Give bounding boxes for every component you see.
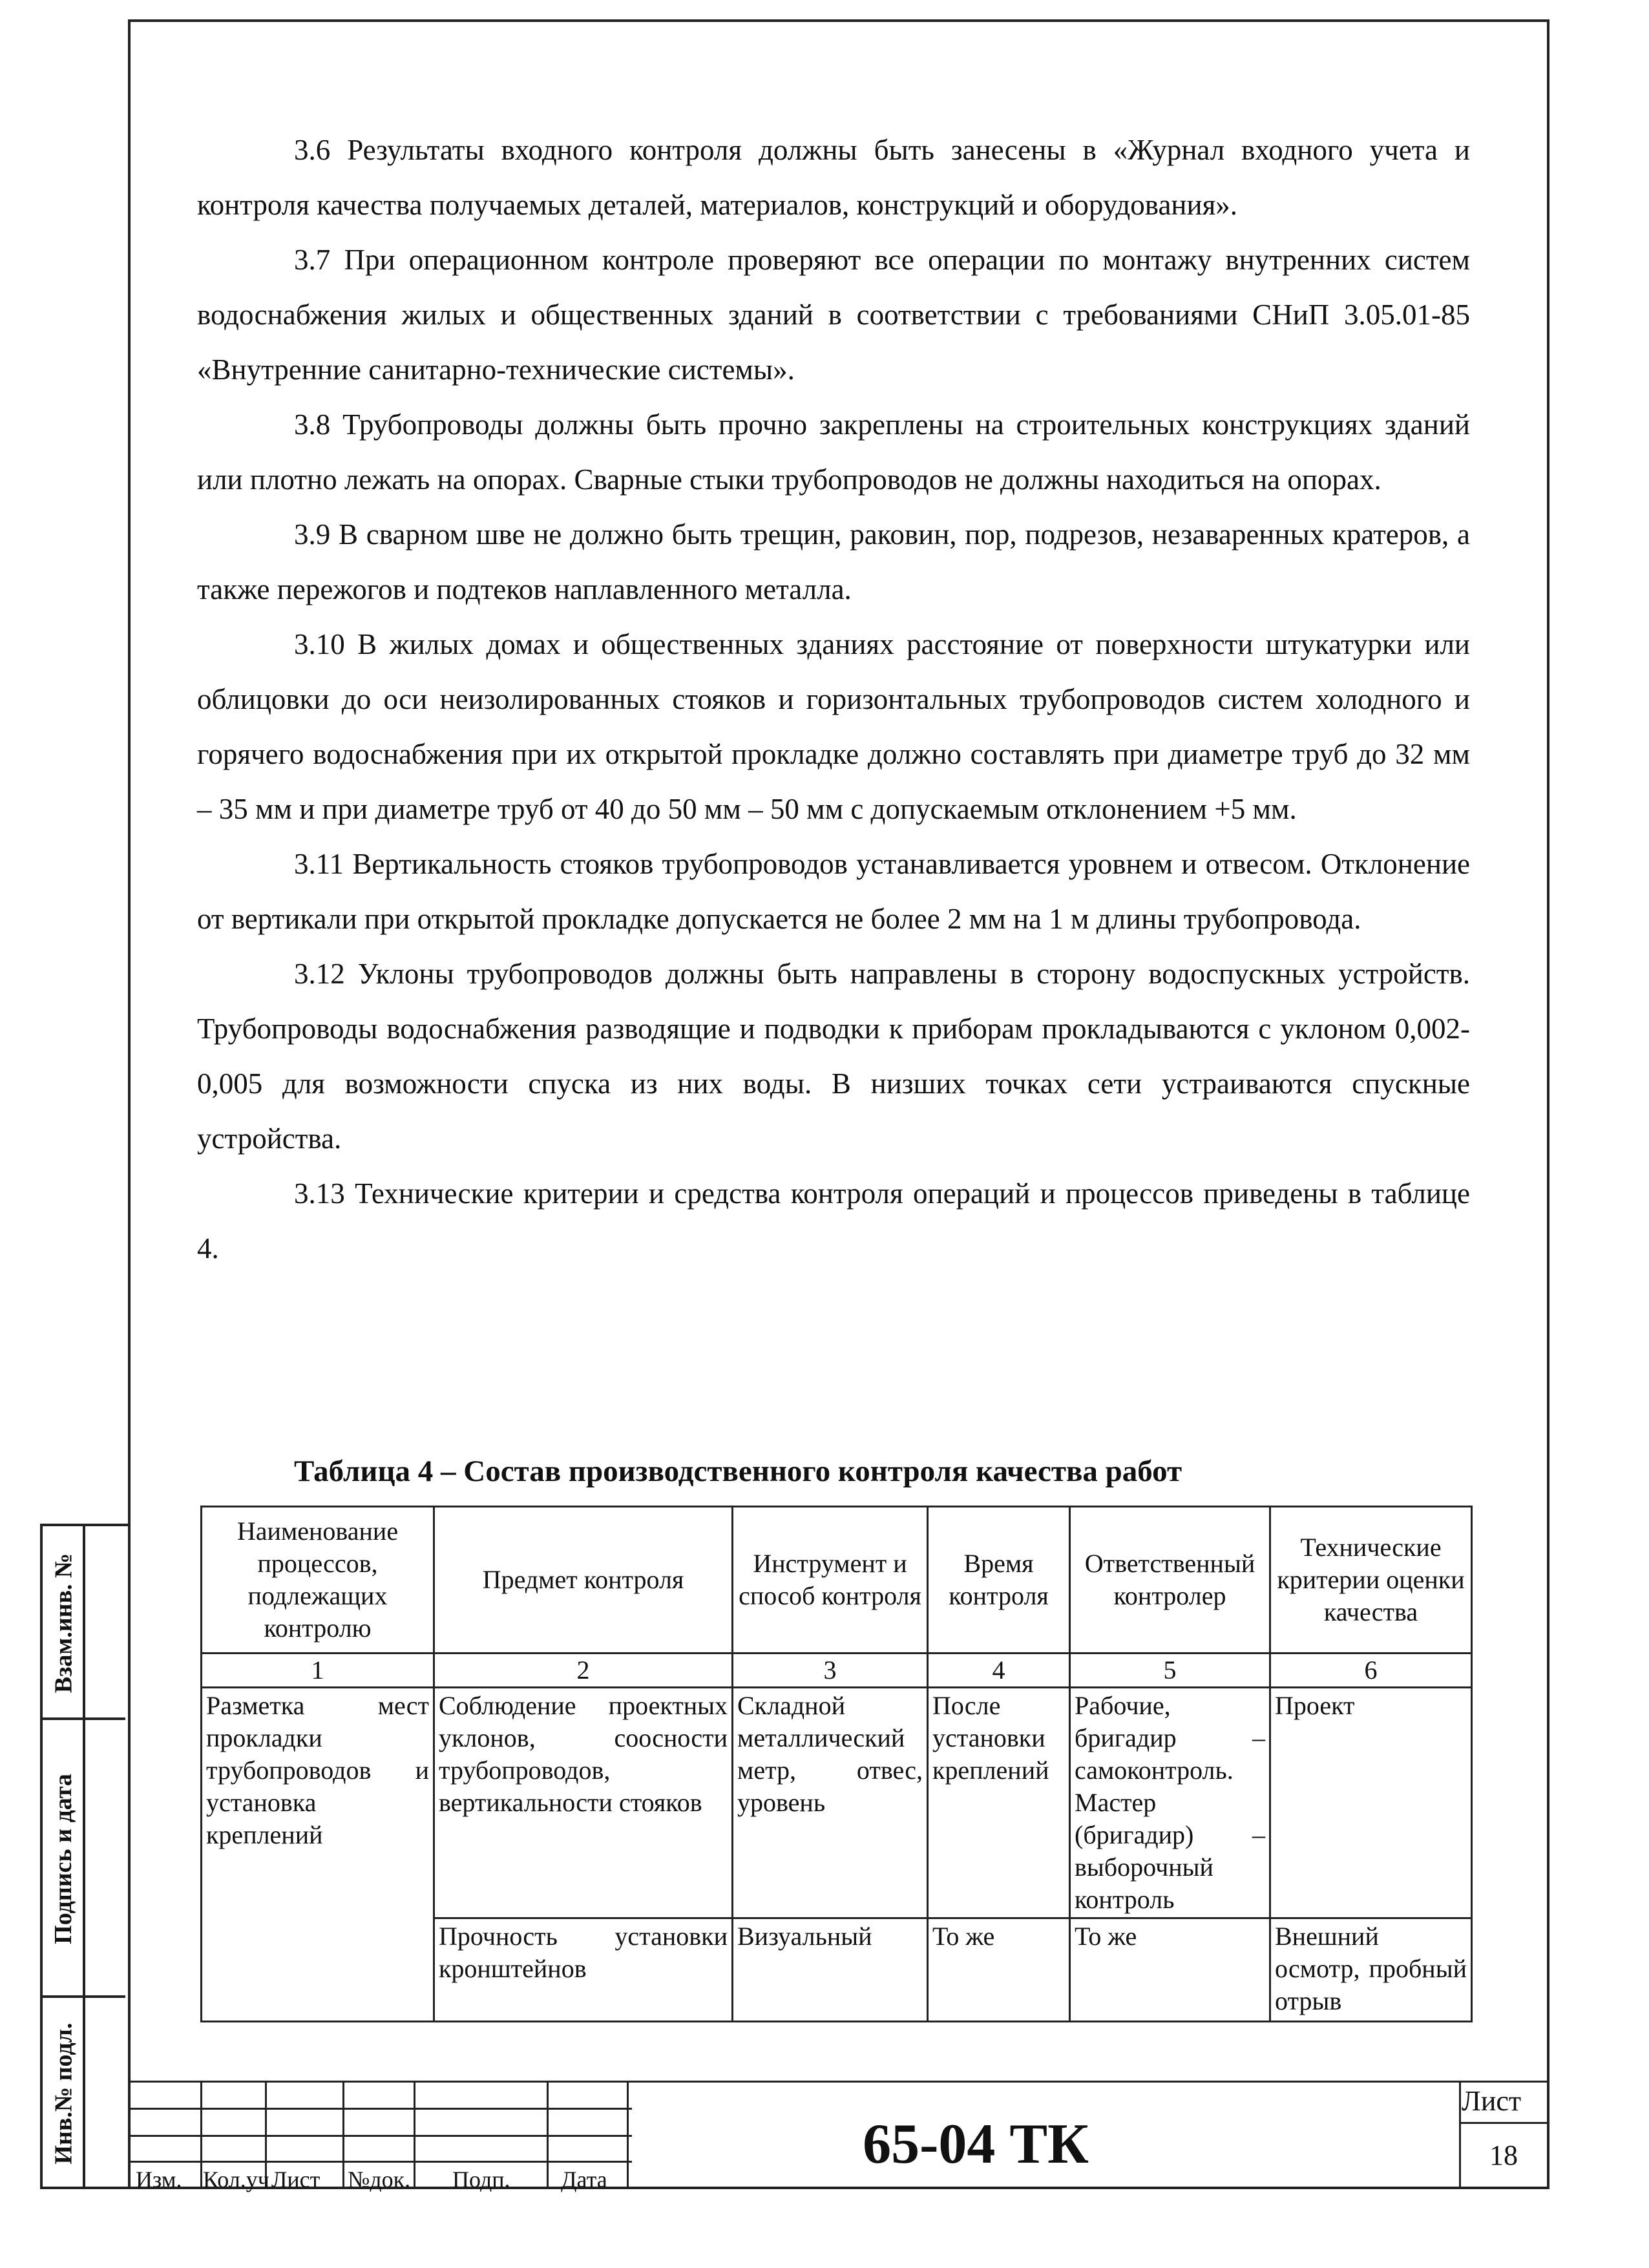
title-block-list: Лист xyxy=(271,2167,320,2192)
table-cell-criteria: Внешний осмотр, пробный отрыв xyxy=(1270,1918,1472,2022)
replacement-inventory-label: Взам.инв. № xyxy=(50,1553,77,1694)
title-block-line xyxy=(414,2081,415,2189)
title-block-line xyxy=(342,2081,344,2189)
table-header: Предмет контроля xyxy=(434,1507,733,1654)
paragraph: 3.9 В сварном шве не должно быть трещин, раковин, пор, подрезов, незаваренных кратеров, а также пережогов и подтеков наплавленного металла. xyxy=(197,518,1470,605)
table-header: Технические критерии оценки качества xyxy=(1270,1507,1472,1654)
table-header-row xyxy=(202,1507,1472,1654)
paragraph: 3.13 Технические критерии и средства контроля операций и процессов приведены в таблице 4. xyxy=(197,1177,1470,1265)
table-cell-criteria: Проект xyxy=(1270,1688,1472,1918)
body-text xyxy=(197,123,1470,1276)
table-caption: Таблица 4 – Состав производственного контроля качества работ xyxy=(294,1454,1182,1488)
table-header: Ответственный контролер xyxy=(1070,1507,1270,1654)
paragraph: 3.11 Вертикальность стояков трубопроводов устанавливается уровнем и отвесом. Отклонение от вертикали при открытой прокладке допускается не более 2 мм на 1 м длины трубопровода. xyxy=(197,848,1470,935)
side-stamp xyxy=(40,1524,128,2189)
side-stamp-label xyxy=(44,1720,83,1998)
paragraph: 3.6 Результаты входного контроля должны быть занесены в «Журнал входного учета и контроля качества получаемых деталей, материалов, конструкций и оборудования». xyxy=(197,134,1470,221)
side-stamp-label xyxy=(44,1526,83,1720)
table-cell-responsible: То же xyxy=(1070,1918,1270,2022)
table-cell-process: Разметка мест прокладки трубопроводов и установка креплений xyxy=(202,1688,434,2022)
title-block-kolvo: Кол.уч xyxy=(203,2167,269,2192)
table-header: Наименование процессов, подлежащих контролю xyxy=(202,1507,434,1654)
sheet-box-line xyxy=(1459,2081,1461,2189)
table-cell-subject: Прочность установки кронштейнов xyxy=(434,1918,733,2022)
column-number: 5 xyxy=(1070,1654,1270,1688)
column-number: 2 xyxy=(434,1654,733,1688)
original-inventory-label: Инв.№ подл. xyxy=(50,2022,78,2165)
table-number-row xyxy=(202,1654,1472,1688)
column-number: 3 xyxy=(733,1654,928,1688)
table-header: Время контроля xyxy=(928,1507,1070,1654)
paragraph: 3.7 При операционном контроле проверяют все операции по монтажу внутренних систем водоснабжения жилых и общественных зданий в соответствии с требованиями СНиП 3.05.01-85 «Внутренние санитарно-технические системы». xyxy=(197,244,1470,386)
table-cell-subject: Соблюдение проектных уклонов, соосности трубопроводов, вертикальности стояков xyxy=(434,1688,733,1918)
table-cell-tool: Складной металлический метр, отвес, уровень xyxy=(733,1688,928,1918)
table-cell-responsible: Рабочие, бригадир – самоконтроль. Мастер (бригадир) – выборочный контроль xyxy=(1070,1688,1270,1918)
table-cell-tool: Визуальный xyxy=(733,1918,928,2022)
title-block-line xyxy=(128,2108,632,2110)
table-row xyxy=(202,1688,1472,1918)
signature-date-label: Подпись и дата xyxy=(50,1774,78,1944)
document-code: 65-04 ТК xyxy=(863,2113,1089,2176)
quality-control-table xyxy=(200,1506,1473,2022)
column-number: 1 xyxy=(202,1654,434,1688)
title-block-podp: Подп. xyxy=(452,2167,510,2192)
sheet-box-line xyxy=(1459,2122,1549,2124)
table-header: Инструмент и способ контроля xyxy=(733,1507,928,1654)
title-block-line xyxy=(200,2081,202,2189)
side-stamp-label xyxy=(44,1998,83,2189)
title-block-ndok: №док. xyxy=(348,2167,411,2192)
sheet-number: 18 xyxy=(1489,2139,1518,2171)
title-block-top-line xyxy=(128,2081,1549,2083)
column-number: 4 xyxy=(928,1654,1070,1688)
column-number: 6 xyxy=(1270,1654,1472,1688)
table-cell-time: После установки креплений xyxy=(928,1688,1070,1918)
paragraph: 3.12 Уклоны трубопроводов должны быть направлены в сторону водоспускных устройств. Трубопроводы водоснабжения разводящие и подводки к приборам прокладываются с уклоном 0,002-0,005 для возможности спуска из них воды. В низших точках сети устраиваются спускные устройства. xyxy=(197,958,1470,1155)
title-block-data: Дата xyxy=(561,2167,607,2192)
paragraph: 3.8 Трубопроводы должны быть прочно закреплены на строительных конструкциях зданий или плотно лежать на опорах. Сварные стыки трубопроводов не должны находиться на опорах. xyxy=(197,408,1470,496)
paragraph: 3.10 В жилых домах и общественных зданиях расстояние от поверхности штукатурки или облицовки до оси неизолированных стояков и горизонтальных трубопроводов систем холодного и горячего водоснабжения при их открытой прокладке должно составлять при диаметре труб до 32 мм – 35 мм и при диаметре труб от 40 до 50 мм – 50 мм с допускаемым отклонением +5 мм. xyxy=(197,628,1470,825)
title-block-line xyxy=(128,2081,130,2189)
table-cell-time: То же xyxy=(928,1918,1070,2022)
sheet-label: Лист xyxy=(1462,2085,1522,2117)
title-block-izm: Изм. xyxy=(136,2167,182,2192)
